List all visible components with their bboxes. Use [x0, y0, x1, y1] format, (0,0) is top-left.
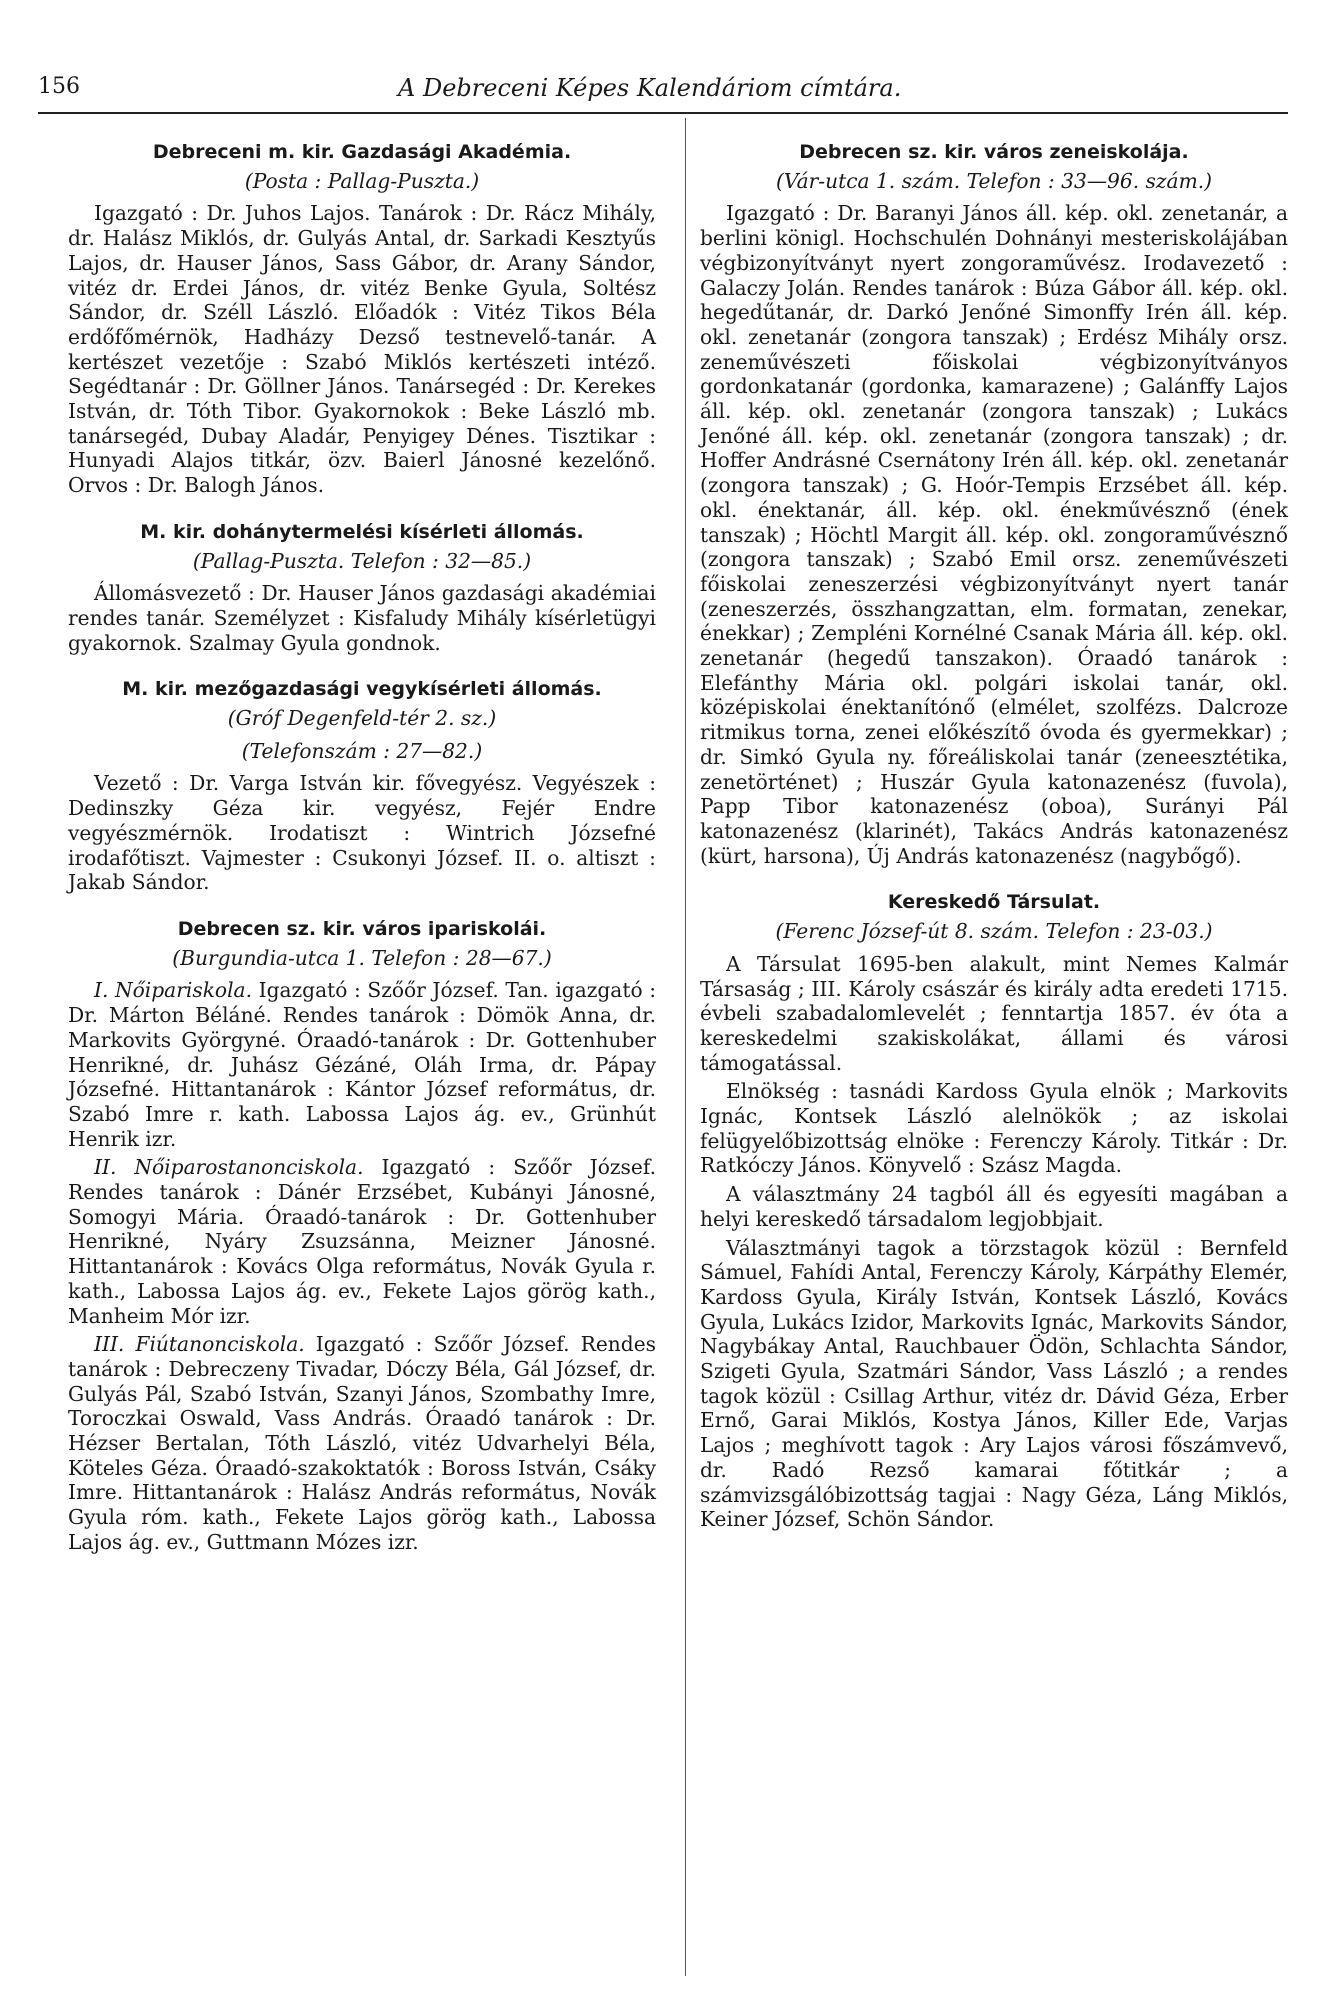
paragraph-text: A választmány 24 tagból áll és egyesíti magában a helyi kereskedő társadalom legjobbjait. [700, 1182, 1288, 1231]
section-address: (Ferenc József-út 8. szám. Telefon : 23-03.) [775, 919, 1213, 944]
paragraph-text: Állomásvezető : Dr. Hauser János gazdasági akadémiai rendes tanár. Személyzet : Kisfaludy Mihály kísérletügyi gyakornok. Szalmay Gyula gondnok. [68, 581, 656, 655]
section-title: M. kir. mezőgazdasági vegykísérleti állomás. [122, 678, 602, 701]
section-title: Debreceni m. kir. Gazdasági Akadémia. [152, 141, 572, 163]
paragraph-text: Igazgató : Szőőr József. Rendes tanárok : Dánér Erzsébet, Kubányi Jánosné, Somogyi Mária. Óraadó-tanárok : Dr. Gottenhuber Henrikné, Nyáry Zsuzsánna, Meizner Jánosné. Hittantanárok : Kovács Olga református, Novák Gyula r. kath., Labossa Lajos ág. ev., Fekete Lajos görög kath., Manheim Mór izr. [68, 1155, 656, 1328]
header-rule [38, 112, 1288, 114]
section-address: (Vár-utca 1. szám. Telefon : 33—96. szám.) [775, 168, 1213, 193]
paragraph-text: Igazgató : Dr. Juhos Lajos. Tanárok : Dr. Rácz Mihály, dr. Halász Miklós, dr. Gulyás Antal, dr. Sarkadi Kesztyűs Lajos, dr. Hauser János, Sass Gábor, dr. Arany Sándor, vitéz dr. Erdei János, dr. vitéz Benke Gyula, Soltész Sándor, dr. Széll László. Előadók : Vitéz Tikos Béla erdőfőmérnök, Hadházy Dezső testnevelő-tanár. A kertészet vezetője : Szabó Miklós kertészeti intéző. Segédtanár : Dr. Göllner János. Tanársegéd : Dr. Kerekes István, dr. Tóth Tibor. Gyakornokok : Beke László mb. tanársegéd, Dubay Aladár, Penyigey Dénes. Tisztikar : Hunyadi Alajos titkár, özv. Baierl Jánosné kezelőnő. Orvos : Dr. Balogh János. [68, 201, 656, 498]
right-column [700, 140, 1288, 1554]
section-paragraph [68, 978, 656, 1151]
paragraph-text: Elnökség : tasnádi Kardoss Gyula elnök ; Markovits Ignác, Kontsek László alelnökök ; az iskolai felügyelőbizottság elnöke : Ferenczy Károly. Titkár : Dr. Ratkóczy János. Könyvelő : Szász Magda. [700, 1079, 1288, 1178]
section-paragraph [68, 581, 656, 655]
section-address: (Pallag-Puszta. Telefon : 32—85.) [192, 548, 532, 573]
school-name: III. Fiútanonciskola. [94, 1332, 305, 1357]
section-paragraph [700, 1236, 1288, 1532]
paragraph-text: Választmányi tagok a törzstagok közül : Bernfeld Sámuel, Fahídi Antal, Ferenczy Károly, Kárpáthy Elemér, Kardoss Gyula, Király István, Kontsek László, Kovács Gyula, Lukács Izidor, Markovits Ignác, Markovits Sándor, Nagybákay Antal, Rauchbauer Ödön, Schlachta Sándor, Szigeti Gyula, Szatmári Sándor, Vass László ; a rendes tagok közül : Csillag Arthur, vitéz dr. Dávid Géza, Erber Ernő, Garai Miklós, Kostya János, Killer Ede, Varjas Lajos ; meghívott tagok : Ary Lajos városi főszámvevő, dr. Radó Rezső kamarai főtitkár ; a számvizsgálóbizottság tagjai : Nagy Géza, Láng Miklós, Keiner József, Schön Sándor. [700, 1235, 1288, 1532]
paragraph-text: Igazgató : Szőőr József. Rendes tanárok : Debreczeny Tivadar, Dóczy Béla, Gál József, dr. Gulyás Pál, Szabó István, Szanyi János, Szombathy Imre, Toroczkai Oswald, Vass András. Óraadó tanárok : Dr. Hézser Bertalan, Tóth László, vitéz Udvarhelyi Béla, Köteles Géza. Óraadó-szakoktatók : Boross István, Csáky Imre. Hittantanárok : Halász András református, Novák Gyula róm. kath., Fekete Lajos görög kath., Labossa Lajos ág. ev., Guttmann Mózes izr. [68, 1332, 656, 1554]
directory-section [700, 890, 1288, 1532]
paragraph-text: Vezető : Dr. Varga István kir. fővegyész. Vegyészek : Dedinszky Géza kir. vegyész, Fejér Endre vegyészmérnök. Irodatiszt : Wintrich Józsefné irodafőtiszt. Vajmester : Csukonyi József. II. o. altiszt : Jakab Sándor. [68, 771, 656, 895]
section-paragraph [68, 1155, 656, 1328]
directory-section [68, 917, 656, 1555]
section-paragraph [68, 771, 656, 895]
running-title: A Debreceni Képes Kalendáriom címtára. [398, 74, 902, 102]
directory-section [68, 677, 656, 895]
section-paragraph [68, 201, 656, 497]
paragraph-text: Igazgató : Szőőr József. Tan. igazgató : Dr. Márton Béláné. Rendes tanárok : Dömök Anna, dr. Markovits Györgyné. Óraadó-tanárok : Dr. Gottenhuber Henrikné, dr. Juhász Gézáné, Oláh Irma, dr. Pápay Józsefné. Hittantanárok : Kántor József református, dr. Szabó Imre r. kath. Labossa Lajos ág. ev., Grünhút Henrik izr. [68, 978, 656, 1151]
section-title: Debrecen sz. kir. város ipariskolái. [177, 917, 547, 940]
section-paragraph [700, 1182, 1288, 1231]
school-name: I. Nőipariskola. [94, 978, 252, 1003]
column-divider [685, 118, 686, 1976]
school-name: II. Nőiparostanonciskola. [94, 1155, 364, 1180]
section-title: Debrecen sz. kir. város zeneiskolája. [799, 141, 1189, 163]
page-header [38, 66, 1288, 110]
section-address: (Burgundia-utca 1. Telefon : 28—67.) [172, 945, 552, 970]
section-paragraph [700, 1079, 1288, 1178]
paragraph-text: Igazgató : Dr. Baranyi János áll. kép. okl. zenetanár, a berlini königl. Hochschulén Dohnányi mesteriskolájában végbizonyítványt nyert zongoraművész. Irodavezető : Galaczy Jolán. Rendes tanárok : Búza Gábor áll. kép. okl. hegedűtanár, dr. Darkó Jenőné Simonffy Irén áll. kép. okl. zenetanár (zongora tanszak) ; Erdész Mihály orsz. zeneművészeti főiskolai végbizonyítványos gordonkatanár (gordonka, kamarazene) ; Galánffy Lajos áll. kép. okl. zenetanár (zongora tanszak) ; Lukács Jenőné áll. kép. okl. zenetanár (zongora tanszak) ; dr. Hoffer Andrásné Csernátony Irén áll. kép. okl. zenetanár (zongora tanszak) ; G. Hoór-Tempis Erzsébet áll. kép. okl. énektanár, áll. kép. okl. énekművésznő (ének tanszak) ; Höchtl Margit áll. kép. okl. zongoraművésznő (zongora tanszak) ; Szabó Emil orsz. zeneművészeti főiskolai zeneszerzési végbizonyítványt nyert tanár (zeneszerzés, összhangzattan, elm. formatan, zenekar, énekkar) ; Zempléni Kornélné Csanak Mária áll. kép. okl. zenetanár (hegedű tanszakon). Óraadó tanárok : Elefánthy Mária okl. polgári iskolai tanár, okl. középiskolai énektanítónő (elmélet, szolfézs. Dalcroze ritmikus torna, zenei előkészítő óvoda és gyermekkar) ; dr. Simkó Gyula ny. főreáliskolai tanár (zeneesztétika, zenetörténet) ; Huszár Gyula katonazenész (fuvola), Papp Tibor katonazenész (oboa), Surányi Pál katonazenész (klarinét), Takács András katonazenész (kürt, harsona), Új András katonazenész (nagybőgő). [700, 201, 1288, 868]
section-paragraph [68, 1332, 656, 1554]
page-number: 156 [38, 74, 80, 99]
section-paragraph [700, 201, 1288, 868]
section-address: (Gróf Degenfeld-tér 2. sz.) [227, 706, 497, 731]
section-address: (Posta : Pallag-Puszta.) [244, 168, 480, 193]
section-title: Kereskedő Társulat. [887, 891, 1101, 914]
section-paragraph [700, 952, 1288, 1076]
directory-section [68, 520, 656, 656]
section-title: M. kir. dohánytermelési kísérleti állomás. [140, 520, 584, 543]
left-column [68, 140, 656, 1577]
directory-section [700, 140, 1288, 868]
section-address: (Telefonszám : 27—82.) [241, 738, 483, 763]
directory-section [68, 140, 656, 498]
paragraph-text: A Társulat 1695-ben alakult, mint Nemes Kalmár Társaság ; III. Károly császár és király adta eredeti 1715. évbeli szabadalomlevelét ; fenntartja 1857. év óta a kereskedelmi szakiskolákat, állami és városi támogatással. [700, 951, 1288, 1075]
